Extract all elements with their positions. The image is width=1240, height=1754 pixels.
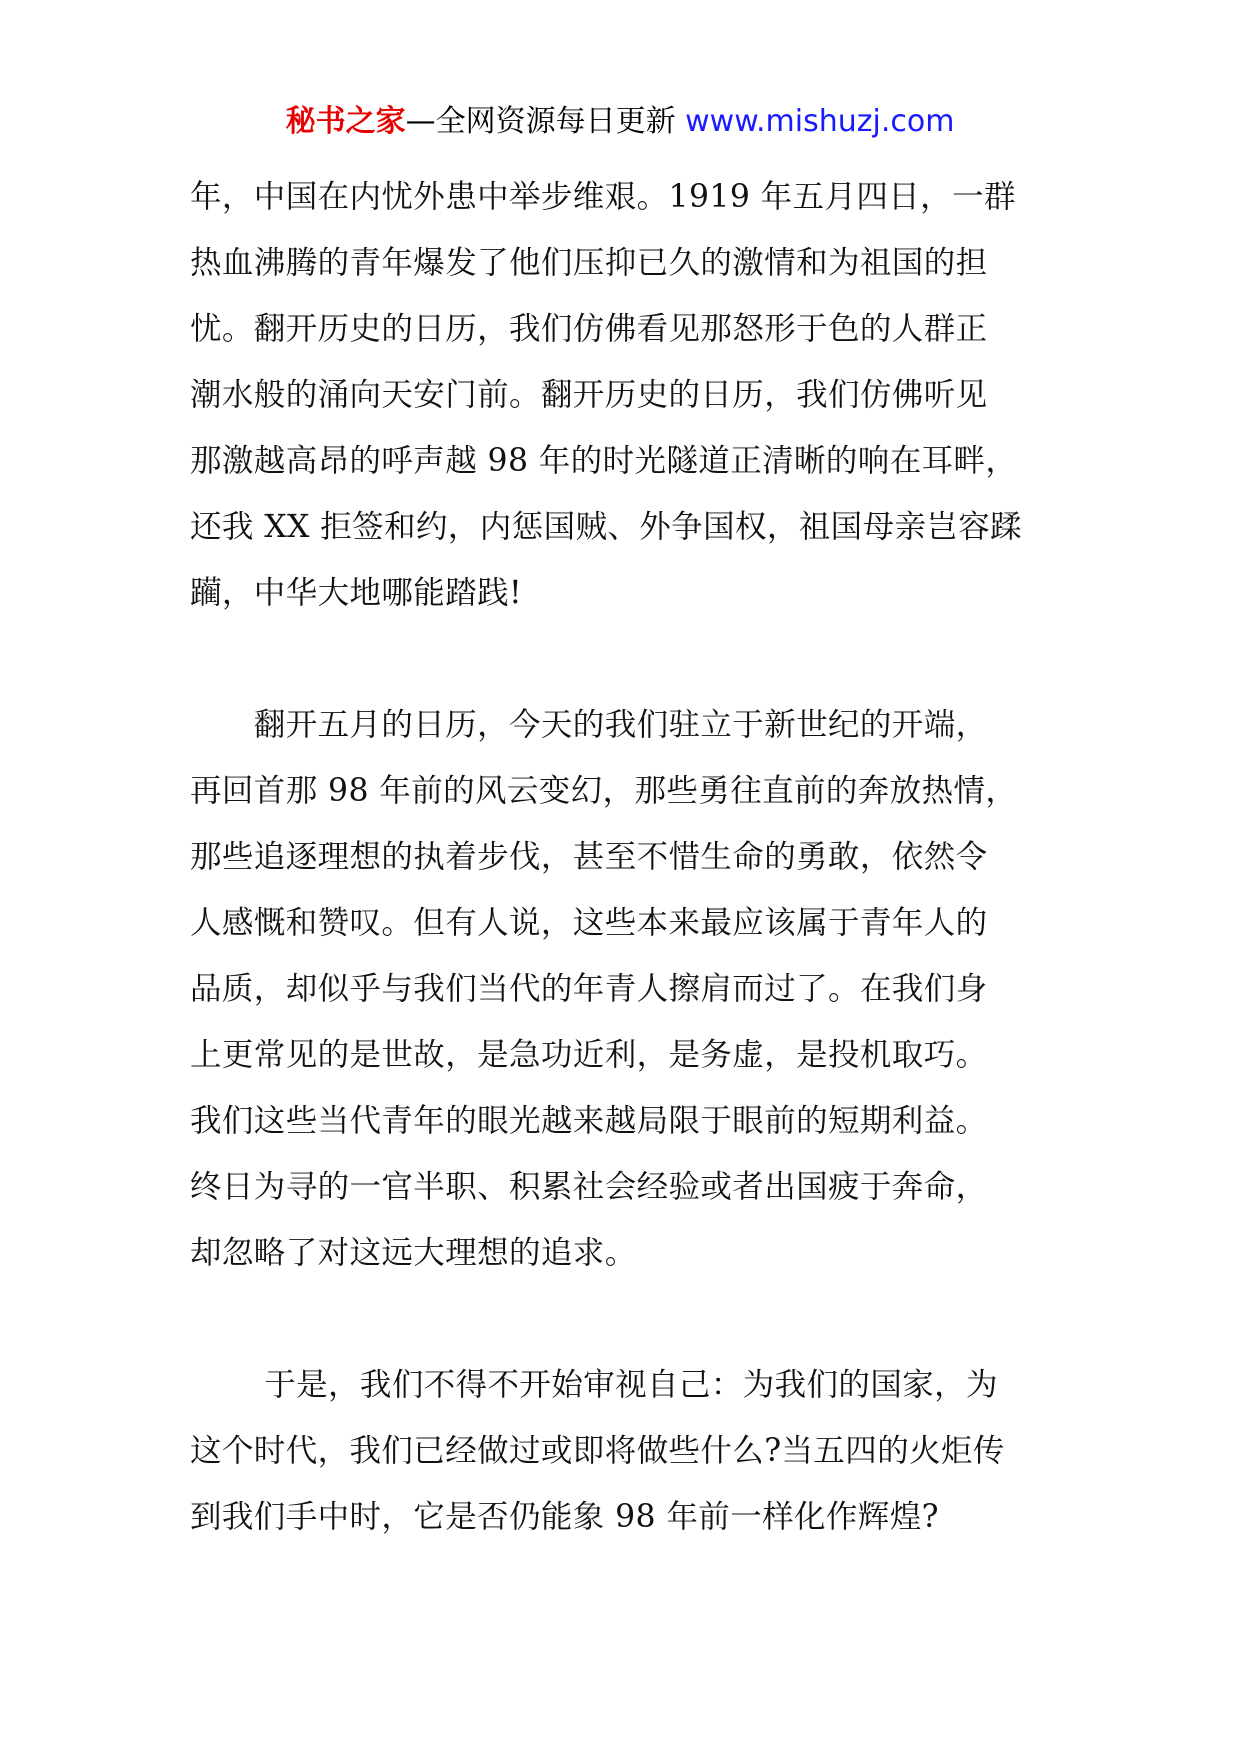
paragraph-1 <box>190 164 1060 626</box>
text-line: 到我们手中时，它是否仍能象 98 年前一样化作辉煌? <box>190 1499 939 1535</box>
text-line: 再回首那 98 年前的风云变幻，那些勇往直前的奔放热情， <box>190 773 1018 809</box>
paragraph-3 <box>190 1352 1060 1550</box>
text-line: 翻开五月的日历，今天的我们驻立于新世纪的开端， <box>190 707 988 743</box>
paragraph-spacer <box>190 626 1060 692</box>
paragraph-spacer <box>190 1286 1060 1352</box>
text-line: 那激越高昂的呼声越 98 年的时光隧道正清晰的响在耳畔， <box>190 443 1018 479</box>
text-line: 热血沸腾的青年爆发了他们压抑已久的激情和为祖国的担 <box>190 245 988 281</box>
text-line: 却忽略了对这远大理想的追求。 <box>190 1235 637 1271</box>
text-line: 那些追逐理想的执着步伐，甚至不惜生命的勇敢，依然令 <box>190 839 988 875</box>
text-line: 这个时代，我们已经做过或即将做些什么?当五四的火炬传 <box>190 1433 1005 1469</box>
text-line: 年，中国在内忧外患中举步维艰。1919 年五月四日，一群 <box>190 179 1016 215</box>
text-line: 终日为寻的一官半职、积累社会经验或者出国疲于奔命， <box>190 1169 988 1205</box>
text-line: 躏，中华大地哪能踏践! <box>190 575 523 611</box>
text-line: 于是，我们不得不开始审视自己：为我们的国家，为 <box>190 1367 998 1403</box>
text-line: 上更常见的是世故，是急功近利，是务虚，是投机取巧。 <box>190 1037 988 1073</box>
text-line: 我们这些当代青年的眼光越来越局限于眼前的短期利益。 <box>190 1103 988 1139</box>
text-line: 品质，却似乎与我们当代的年青人擦肩而过了。在我们身 <box>190 971 988 1007</box>
text-line: 潮水般的涌向天安门前。翻开历史的日历，我们仿佛听见 <box>190 377 988 413</box>
site-url[interactable]: www.mishuzj.com <box>685 104 955 139</box>
text-line: 还我 XX 拒签和约，内惩国贼、外争国权，祖国母亲岂容蹂 <box>190 509 1023 545</box>
paragraph-2 <box>190 692 1060 1286</box>
body-text <box>190 164 1060 1550</box>
text-line: 人感慨和赞叹。但有人说，这些本来最应该属于青年人的 <box>190 905 988 941</box>
header-tagline: —全网资源每日更新 <box>405 104 676 139</box>
brand-name: 秘书之家 <box>285 104 406 139</box>
text-line: 忧。翻开历史的日历，我们仿佛看见那怒形于色的人群正 <box>190 311 988 347</box>
page-header <box>0 100 1240 144</box>
